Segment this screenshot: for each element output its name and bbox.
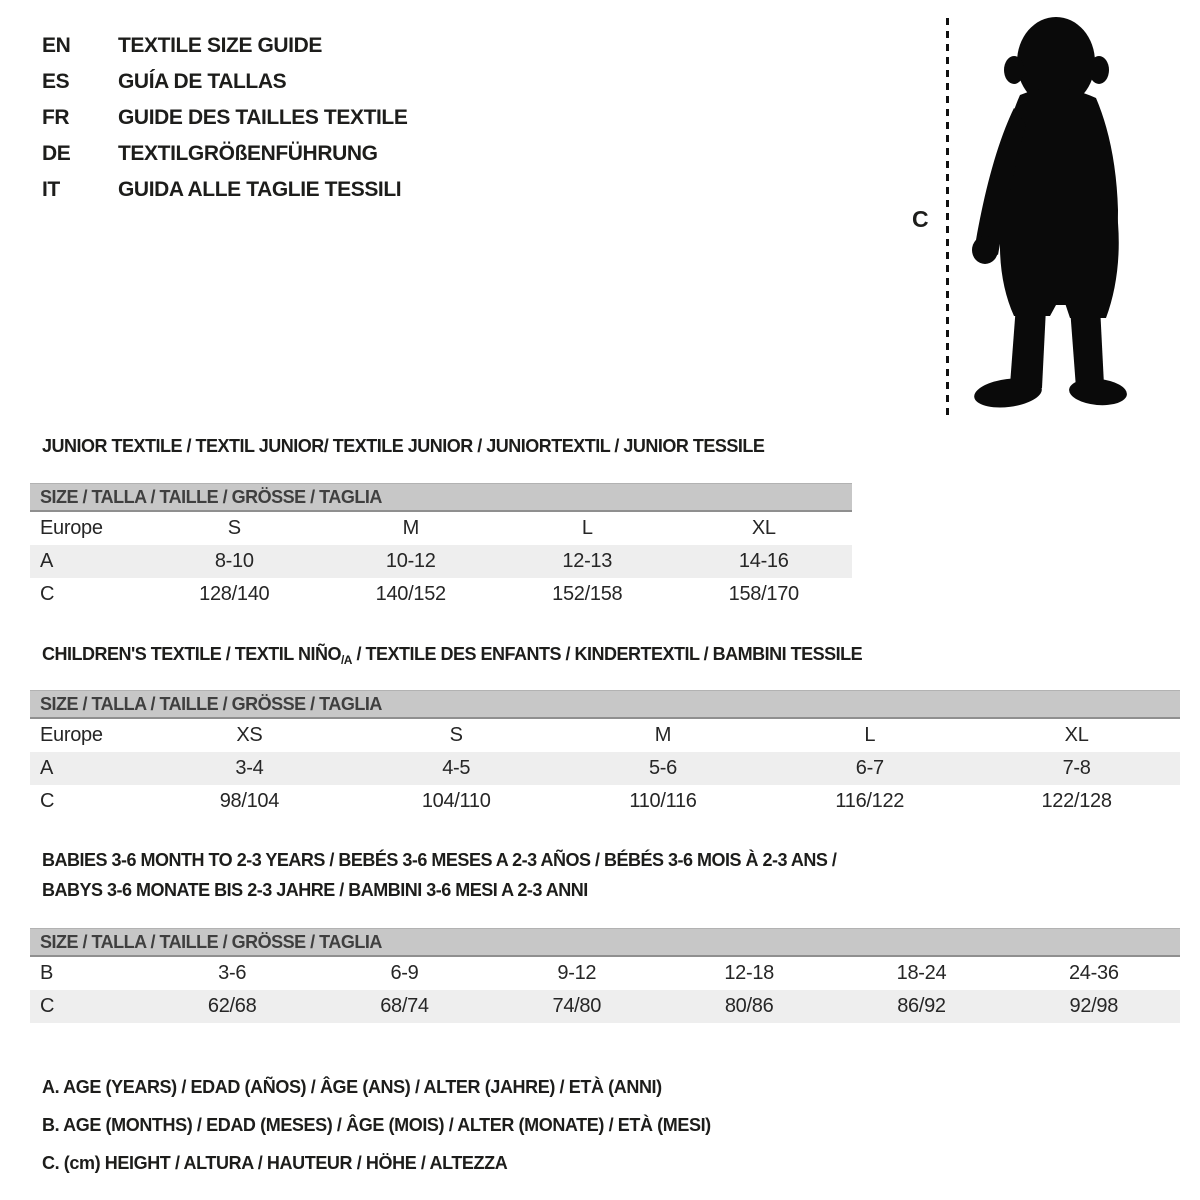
- babies-title-line2: BABYS 3-6 MONATE BIS 2-3 JAHRE / BAMBINI 3-6 MESI A 2-3 ANNI: [42, 880, 588, 900]
- row-label-cell: C: [30, 990, 146, 1023]
- legend-line-a: A. AGE (YEARS) / EDAD (AÑOS) / ÂGE (ANS) / ALTER (JAHRE) / ETÀ (ANNI): [42, 1076, 662, 1097]
- value-cell: 128/140: [199, 583, 270, 605]
- size-cell: S: [449, 724, 463, 746]
- junior-size-table: [30, 512, 852, 611]
- value-cell: 86/92: [835, 990, 1007, 1023]
- table-row: [30, 957, 1180, 990]
- row-label-cell: B: [40, 962, 54, 984]
- size-cell: XL: [1064, 724, 1089, 746]
- children-size-table: [30, 719, 1180, 818]
- babies-title-line1: BABIES 3-6 MONTH TO 2-3 YEARS / BEBÉS 3-6 MESES A 2-3 AÑOS / BÉBÉS 3-6 MOIS À 2-3 ANS /: [42, 850, 837, 870]
- value-cell: 24-36: [1068, 962, 1119, 984]
- value-cell: 104/110: [421, 790, 491, 812]
- height-measure-label: C: [912, 206, 929, 232]
- value-cell: 3-4: [146, 752, 353, 785]
- height-measure-line: [946, 18, 949, 415]
- junior-table: [30, 483, 852, 611]
- lang-row-en: [42, 28, 407, 64]
- size-cell: L: [581, 517, 593, 539]
- value-cell: 7-8: [973, 752, 1180, 785]
- table-row: [30, 752, 1180, 785]
- children-size-header: SIZE / TALLA / TAILLE / GRÖSSE / TAGLIA: [30, 690, 1180, 719]
- value-cell: 18-24: [896, 962, 947, 984]
- children-table: [30, 690, 1180, 818]
- value-cell: 80/86: [663, 990, 835, 1023]
- lang-label: TEXTILGRÖßENFÜHRUNG: [118, 142, 378, 165]
- lang-row-de: [42, 136, 407, 172]
- value-cell: 9-12: [557, 962, 597, 984]
- value-cell: 158/170: [728, 583, 799, 605]
- babies-table: [30, 928, 1180, 1023]
- table-row: [30, 990, 1180, 1023]
- lang-label: GUIDA ALLE TAGLIE TESSILI: [118, 178, 402, 201]
- row-label-cell: A: [30, 752, 146, 785]
- junior-size-header: SIZE / TALLA / TAILLE / GRÖSSE / TAGLIA: [30, 483, 852, 512]
- language-header: [42, 28, 407, 208]
- value-cell: 122/128: [1041, 790, 1112, 812]
- value-cell: 4-5: [353, 752, 560, 785]
- value-cell: 3-6: [218, 962, 247, 984]
- children-section-title: [42, 644, 862, 667]
- value-cell: 110/116: [629, 790, 697, 812]
- toddler-silhouette-image: [956, 10, 1141, 415]
- lang-code: EN: [42, 34, 71, 57]
- babies-size-table: [30, 957, 1180, 1023]
- children-title-text: CHILDREN'S TEXTILE / TEXTIL NIÑO: [42, 644, 341, 664]
- value-cell: 10-12: [323, 545, 500, 578]
- children-title-subscript: /A: [340, 653, 352, 667]
- table-row: [30, 719, 1180, 752]
- lang-row-fr: [42, 100, 407, 136]
- lang-code: ES: [42, 70, 70, 93]
- lang-code: DE: [42, 142, 71, 165]
- value-cell: 5-6: [560, 752, 767, 785]
- row-label-cell: Europe: [40, 724, 103, 746]
- lang-label: GUÍA DE TALLAS: [118, 70, 287, 93]
- size-cell: S: [227, 517, 241, 539]
- size-cell: XL: [751, 517, 776, 539]
- lang-row-it: [42, 172, 407, 208]
- value-cell: 74/80: [491, 990, 663, 1023]
- table-row: [30, 512, 852, 545]
- table-row: [30, 578, 852, 611]
- legend-line-b: B. AGE (MONTHS) / EDAD (MESES) / ÂGE (MOIS) / ALTER (MONATE) / ETÀ (MESI): [42, 1114, 711, 1135]
- value-cell: 152/158: [552, 583, 623, 605]
- table-row: [30, 545, 852, 578]
- value-cell: 12-18: [724, 962, 774, 984]
- size-cell: XS: [236, 724, 263, 746]
- value-cell: 6-7: [766, 752, 973, 785]
- row-label-cell: A: [30, 545, 146, 578]
- size-cell: L: [864, 724, 876, 746]
- table-row: [30, 785, 1180, 818]
- babies-size-header: SIZE / TALLA / TAILLE / GRÖSSE / TAGLIA: [30, 928, 1180, 957]
- row-label-cell: C: [40, 790, 55, 812]
- value-cell: 92/98: [1008, 990, 1180, 1023]
- value-cell: 6-9: [390, 962, 419, 984]
- value-cell: 62/68: [146, 990, 318, 1023]
- value-cell: 8-10: [146, 545, 323, 578]
- lang-label: TEXTILE SIZE GUIDE: [118, 34, 322, 57]
- value-cell: 98/104: [219, 790, 280, 812]
- legend-line-c: C. (cm) HEIGHT / ALTURA / HAUTEUR / HÖHE / ALTEZZA: [42, 1152, 508, 1173]
- legend: [42, 1068, 711, 1182]
- row-label-cell: C: [40, 583, 55, 605]
- value-cell: 116/122: [835, 790, 905, 812]
- value-cell: 140/152: [375, 583, 446, 605]
- babies-section-title: [42, 845, 836, 905]
- row-label-cell: Europe: [40, 517, 103, 539]
- value-cell: 14-16: [676, 545, 853, 578]
- lang-code: FR: [42, 106, 70, 129]
- size-cell: M: [654, 724, 672, 746]
- lang-row-es: [42, 64, 407, 100]
- lang-label: GUIDE DES TAILLES TEXTILE: [118, 106, 408, 129]
- children-title-text: / TEXTILE DES ENFANTS / KINDERTEXTIL / BAMBINI TESSILE: [351, 644, 863, 664]
- size-cell: M: [402, 517, 419, 539]
- lang-code: IT: [42, 178, 60, 201]
- value-cell: 68/74: [318, 990, 490, 1023]
- junior-section-title: JUNIOR TEXTILE / TEXTIL JUNIOR/ TEXTILE JUNIOR / JUNIORTEXTIL / JUNIOR TESSILE: [42, 436, 765, 456]
- value-cell: 12-13: [499, 545, 676, 578]
